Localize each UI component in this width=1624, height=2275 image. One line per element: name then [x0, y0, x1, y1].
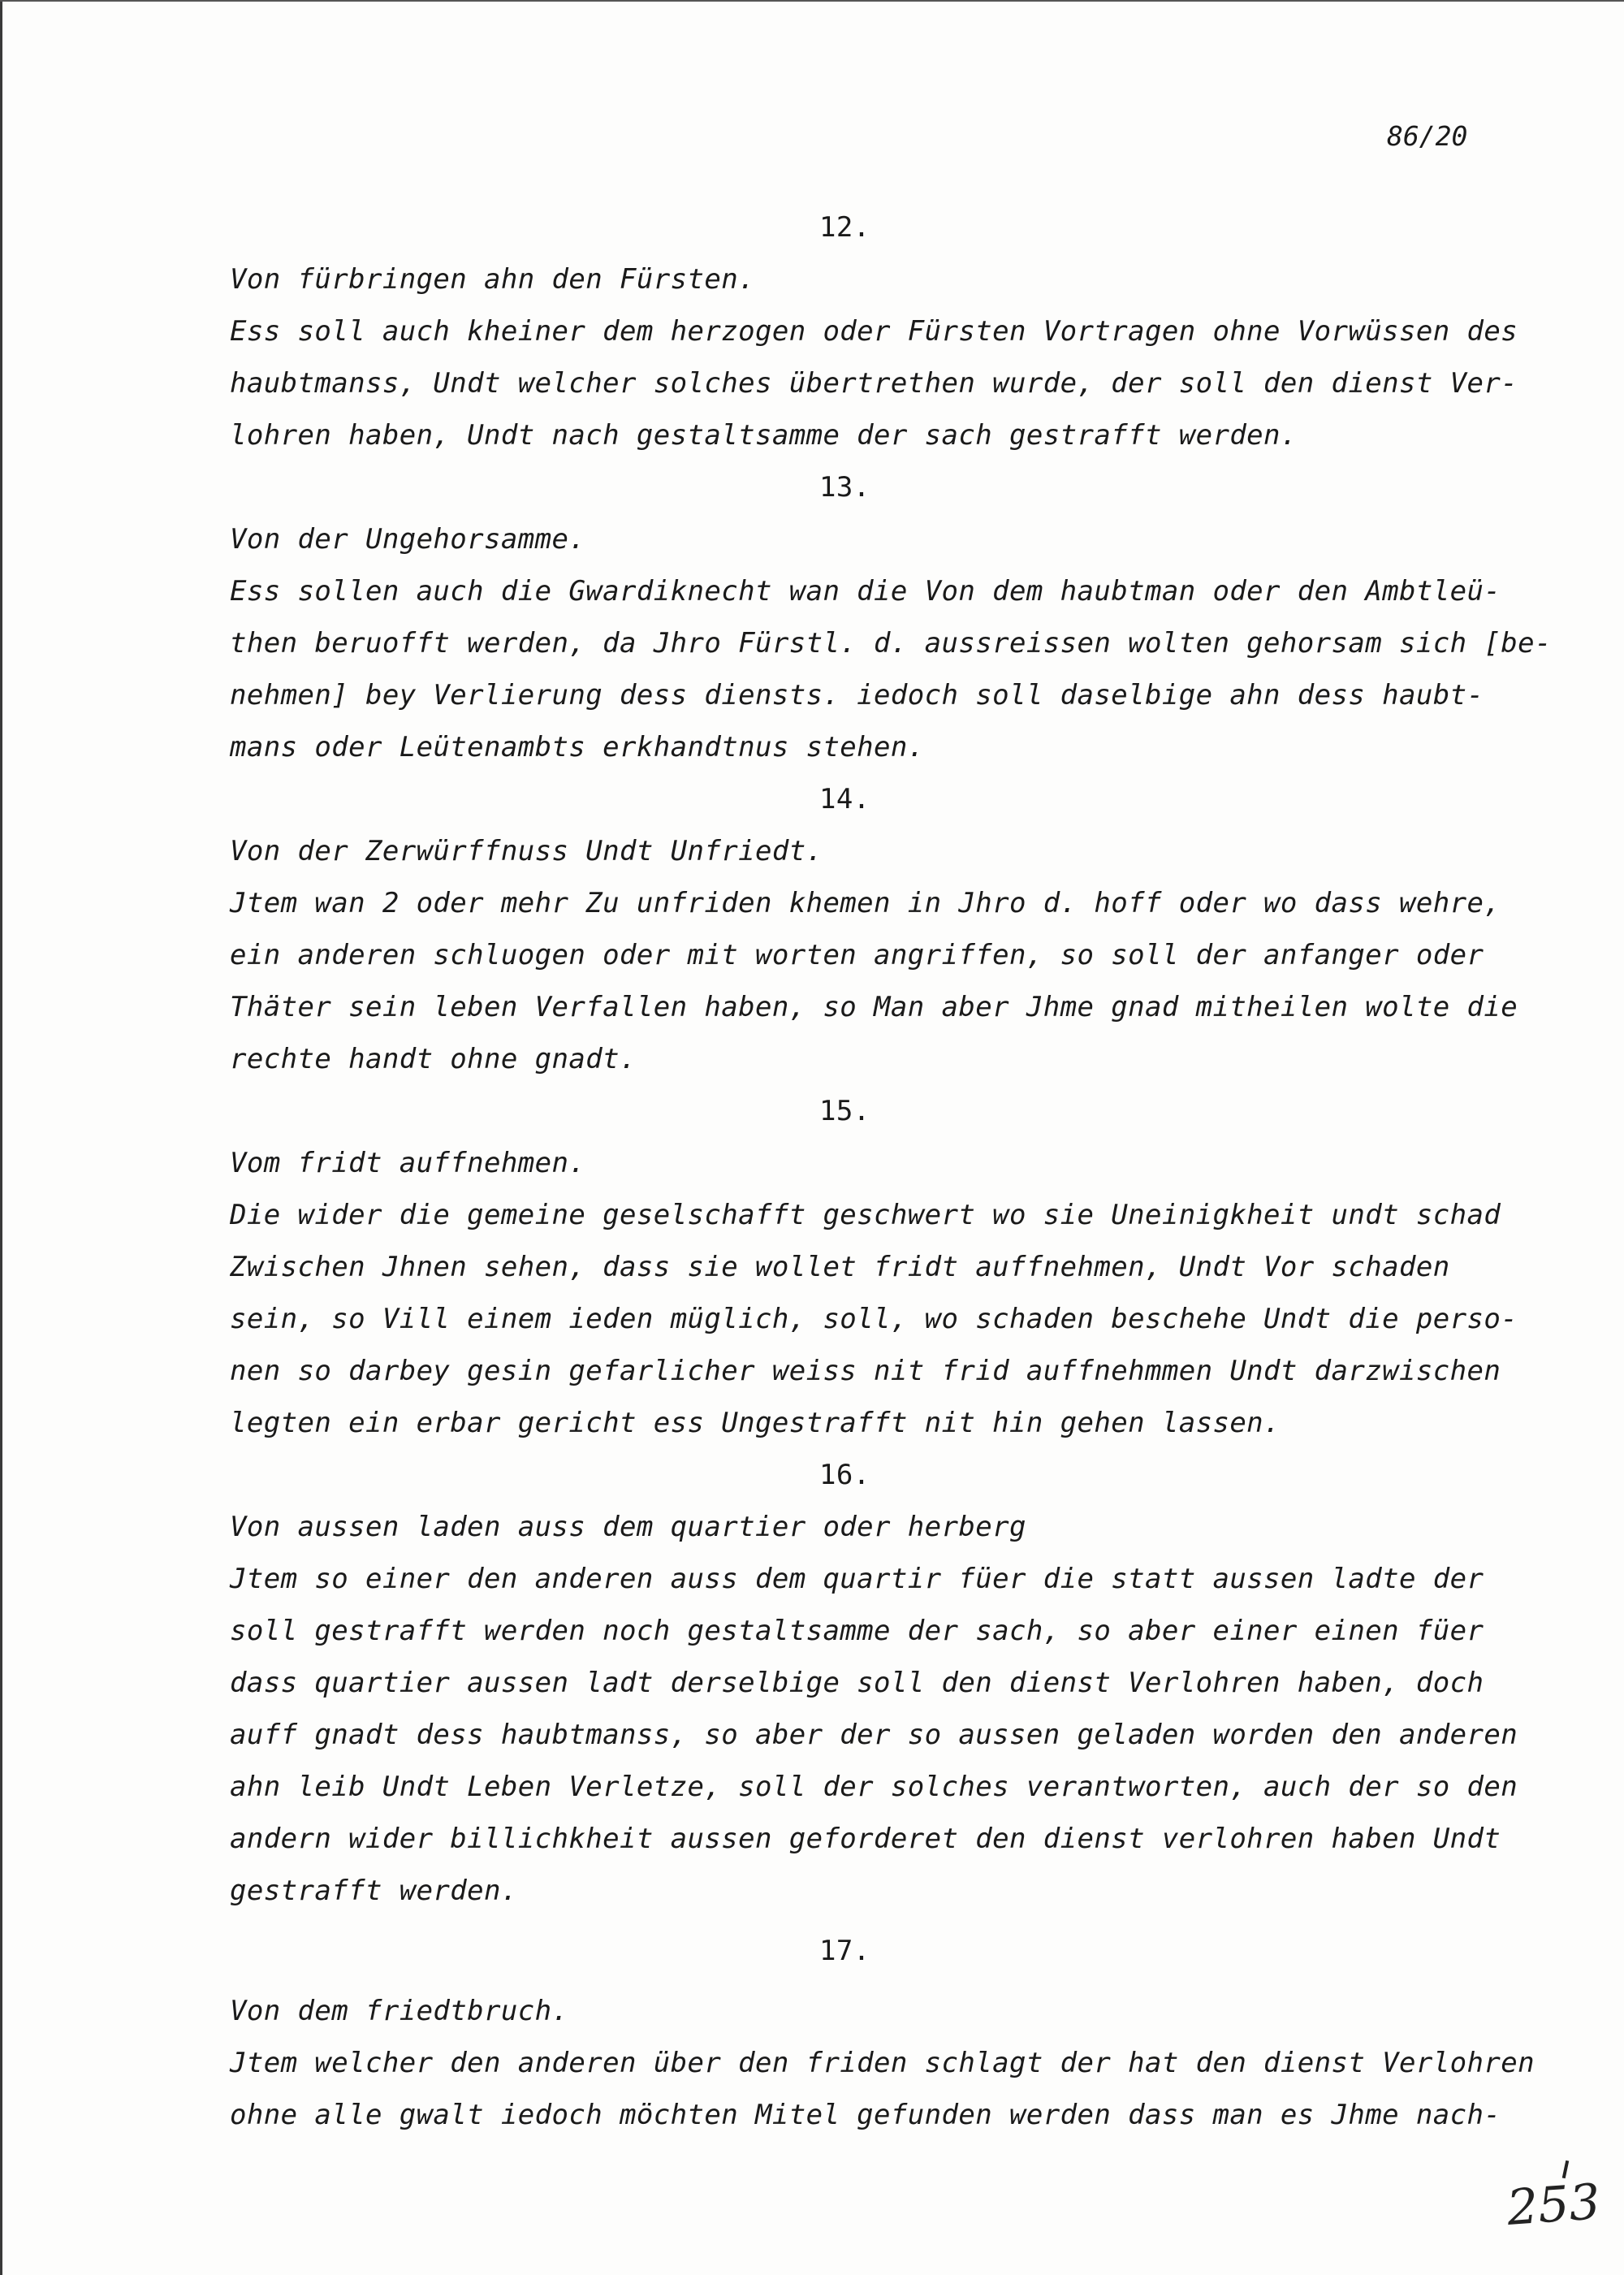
spacer — [230, 1917, 1529, 1925]
text-line: andern wider billichkheit aussen geforderet den dienst verlohren haben Undt — [230, 1823, 1501, 1855]
text-line: dass quartier aussen ladt derselbige soll den dienst Verlohren haben, doch — [230, 1667, 1484, 1699]
section-number: 15. — [819, 1095, 870, 1127]
section-heading: Von aussen laden auss dem quartier oder herberg — [230, 1511, 1026, 1543]
text-line: ahn leib Undt Leben Verletze, soll der solches verantworten, auch der so den — [230, 1771, 1518, 1803]
text-line: ein anderen schluogen oder mit worten angriffen, so soll der anfanger oder — [230, 939, 1484, 971]
text-line: Ess sollen auch die Gwardiknecht wan die Von dem haubtman oder den Ambtleü- — [230, 575, 1501, 608]
text-line: haubtmanss, Undt welcher solches übertrethen wurde, der soll den dienst Ver- — [230, 367, 1518, 400]
section-number: 14. — [819, 783, 870, 815]
spacer — [230, 1977, 1529, 1985]
text-line: ohne alle gwalt iedoch möchten Mitel gefunden werden dass man es Jhme nach- — [230, 2099, 1501, 2131]
text-line: mans oder Leütenambts erkhandtnus stehen. — [230, 731, 925, 763]
text-line: auff gnadt dess haubtmanss, so aber der so aussen geladen worden den anderen — [230, 1719, 1518, 1751]
text-line: Jtem so einer den anderen auss dem quartir füer die statt aussen ladte der — [230, 1563, 1484, 1595]
handwritten-folio-number: 253 — [1505, 2173, 1602, 2237]
text-line: then beruofft werden, da Jhro Fürstl. d. aussreissen wolten gehorsam sich [be- — [230, 627, 1552, 660]
section-heading: Vom fridt auffnehmen. — [230, 1147, 586, 1179]
text-line: rechte handt ohne gnadt. — [230, 1043, 637, 1075]
text-line: nen so darbey gesin gefarlicher weiss nit frid auffnehmmen Undt darzwischen — [230, 1355, 1501, 1387]
text-line: soll gestrafft werden noch gestaltsamme der sach, so aber einer einen füer — [230, 1615, 1484, 1647]
section-number: 12. — [819, 211, 870, 244]
text-line: legten ein erbar gericht ess Ungestrafft nit hin gehen lassen. — [230, 1407, 1281, 1439]
text-line: sein, so Vill einem ieden müglich, soll, wo schaden beschehe Undt die perso- — [230, 1303, 1518, 1335]
text-line: Thäter sein leben Verfallen haben, so Man aber Jhme gnad mitheilen wolte die — [230, 991, 1518, 1023]
section-number: 17. — [819, 1935, 870, 1967]
scan-edge-left — [0, 0, 2, 2275]
text-line: gestrafft werden. — [230, 1875, 518, 1907]
section-heading: Von der Zerwürffnuss Undt Unfriedt. — [230, 835, 823, 867]
text-line: Jtem welcher den anderen über den friden schlagt der hat den dienst Verlohren — [230, 2047, 1535, 2079]
section-heading: Von dem friedtbruch. — [230, 1995, 569, 2027]
section-heading: Von fürbringen ahn den Fürsten. — [230, 263, 755, 296]
text-block — [230, 201, 1552, 2141]
text-line: Jtem wan 2 oder mehr Zu unfriden khemen in Jhro d. hoff oder wo dass wehre, — [230, 887, 1501, 919]
page-reference: 86/20 — [1387, 120, 1468, 152]
text-line: Zwischen Jhnen sehen, dass sie wollet fridt auffnehmen, Undt Vor schaden — [230, 1251, 1450, 1283]
section-number: 16. — [819, 1459, 870, 1491]
text-line: nehmen] bey Verlierung dess diensts. iedoch soll daselbige ahn dess haubt- — [230, 679, 1484, 711]
text-line: Ess soll auch kheiner dem herzogen oder Fürsten Vortragen ohne Vorwüssen des — [230, 315, 1518, 348]
scan-edge-top — [0, 0, 1624, 2]
section-heading: Von der Ungehorsamme. — [230, 523, 586, 556]
text-line: Die wider die gemeine geselschafft geschwert wo sie Uneinigkheit undt schad — [230, 1199, 1501, 1231]
section-number: 13. — [819, 471, 870, 504]
text-line: lohren haben, Undt nach gestaltsamme der sach gestrafft werden. — [230, 419, 1298, 452]
